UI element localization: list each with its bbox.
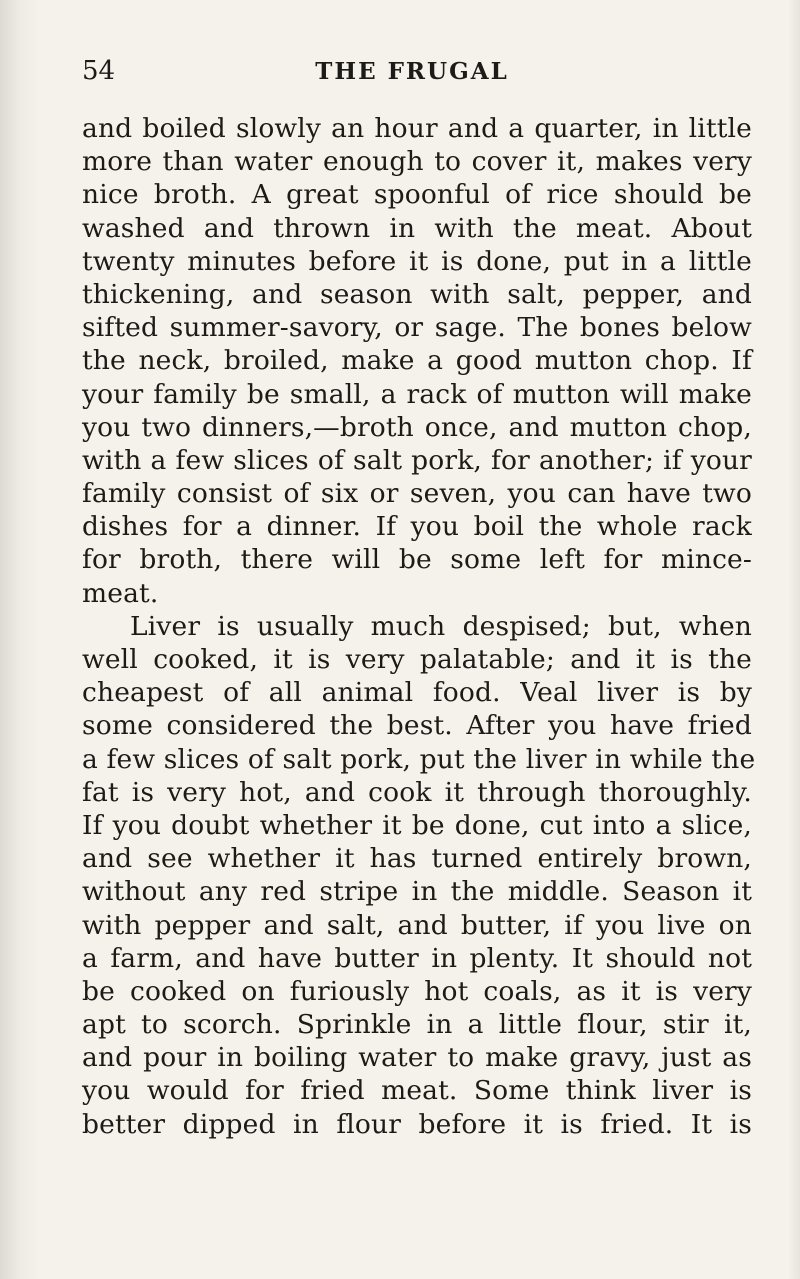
running-head <box>82 56 742 92</box>
text-line: with a few slices of salt pork, for another; if your <box>82 444 752 476</box>
text-line: thickening, and season with salt, pepper, and <box>82 278 752 310</box>
text-line: washed and thrown in with the meat. About <box>82 212 752 244</box>
text-line: and see whether it has turned entirely brown, <box>82 843 752 875</box>
running-head-title: THE FRUGAL <box>315 58 509 85</box>
text-line: be cooked on furiously hot coals, as it is very <box>82 975 752 1007</box>
text-line: the neck, broiled, make a good mutton chop. If <box>82 345 752 377</box>
text-line: you two dinners,—broth once, and mutton chop, <box>82 411 752 443</box>
text-line: you would for fried meat. Some think liver is <box>82 1075 752 1107</box>
text-line: family consist of six or seven, you can have two <box>82 478 752 510</box>
body-text <box>82 112 756 1141</box>
page-edge-shadow <box>788 0 800 1279</box>
text-line: and boiled slowly an hour and a quarter, in little <box>82 113 752 144</box>
text-line: If you doubt whether it be done, cut into a slice, <box>82 809 752 841</box>
text-line: well cooked, it is very palatable; and it is the <box>82 644 752 675</box>
page-number: 54 <box>82 56 116 86</box>
text-line: more than water enough to cover it, makes very <box>82 146 752 178</box>
text-line: better dipped in flour before it is fried. It is <box>82 1108 752 1140</box>
text-line: apt to scorch. Sprinkle in a little flour, stir it, <box>82 1009 752 1041</box>
paragraph-start-line: Liver is usually much despised; but, when <box>130 610 752 642</box>
text-line: without any red stripe in the middle. Season it <box>82 876 752 908</box>
text-line: meat. <box>82 577 159 609</box>
text-line: nice broth. A great spoonful of rice should be <box>82 179 752 211</box>
text-line: and pour in boiling water to make gravy, just as <box>82 1042 752 1074</box>
text-line: some considered the best. After you have fried <box>82 710 752 742</box>
text-line: a few slices of salt pork, put the liver in while the <box>82 743 756 775</box>
text-line: dishes for a dinner. If you boil the whole rack <box>82 511 752 543</box>
text-line: twenty minutes before it is done, put in a little <box>82 245 752 277</box>
text-line: cheapest of all animal food. Veal liver is by <box>82 677 752 709</box>
text-line: your family be small, a rack of mutton will make <box>82 378 752 410</box>
text-line: fat is very hot, and cook it through thoroughly. <box>82 776 752 808</box>
text-line: sifted summer-savory, or sage. The bones below <box>82 312 752 344</box>
text-line: for broth, there will be some left for mince- <box>82 544 752 576</box>
text-line: with pepper and salt, and butter, if you live on <box>82 909 752 941</box>
text-line: a farm, and have butter in plenty. It should not <box>82 942 752 974</box>
